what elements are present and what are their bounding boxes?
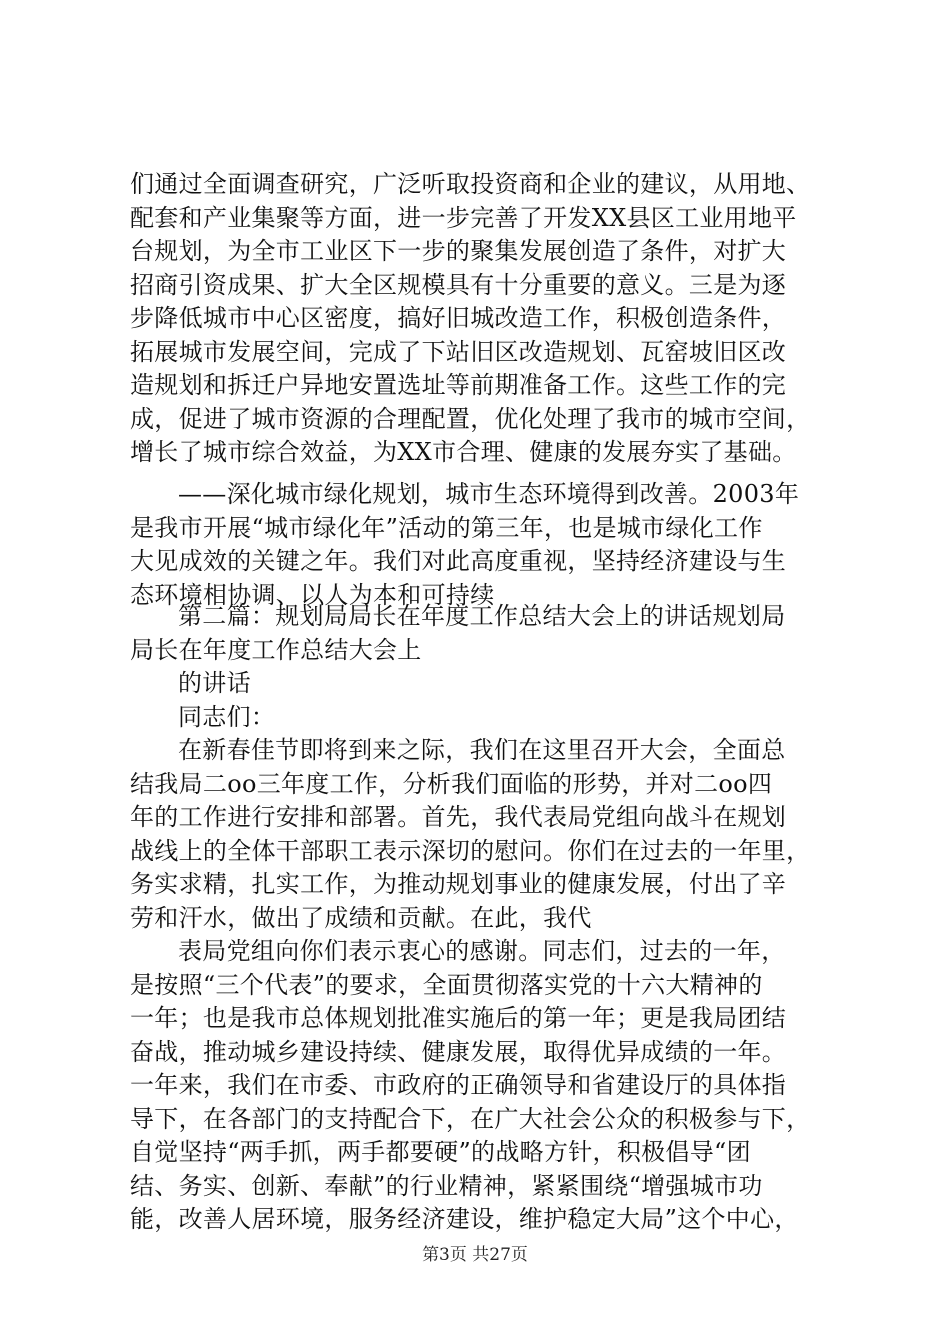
text-line: 导下，在各部门的支持配合下，在广大社会公众的积极参与下， bbox=[130, 1104, 811, 1133]
paragraph-greening bbox=[130, 478, 830, 612]
section-second-article bbox=[130, 600, 830, 1237]
text-line: 成，促进了城市资源的合理配置，优化处理了我市的城市空间， bbox=[130, 404, 811, 433]
text-line: 一年；也是我市总体规划批准实施后的第一年；更是我局团结 bbox=[130, 1004, 787, 1032]
section-heading-continued: 的讲话 bbox=[178, 669, 251, 697]
text-line: 配套和产业集聚等方面，进一步完善了开发XX县区工业用地平 bbox=[130, 203, 797, 232]
text-line: 招商引资成果、扩大全区规模具有十分重要的意义。三是为逐 bbox=[130, 270, 787, 299]
text-line: 造规划和拆迁户异地安置选址等前期准备工作。这些工作的完 bbox=[130, 371, 787, 399]
text-line: 大见成效的关键之年。我们对此高度重视，坚持经济建设与生 bbox=[130, 547, 787, 575]
text-line: 是按照“三个代表”的要求，全面贯彻落实党的十六大精神的 bbox=[130, 970, 763, 999]
text-line: 自觉坚持“两手抓，两手都要硬”的战略方针，积极倡导“团 bbox=[130, 1138, 751, 1166]
salutation: 同志们： bbox=[178, 702, 276, 731]
text-line: 态环境相协调、以人为本和可持续 bbox=[130, 580, 495, 609]
text-line: 务实求精，扎实工作，为推动规划事业的健康发展，付出了辛 bbox=[130, 870, 787, 898]
text-line: 是我市开展“城市绿化年”活动的第三年，也是城市绿化工作 bbox=[130, 513, 763, 542]
text-line: 们通过全面调查研究，广泛听取投资商和企业的建议，从用地、 bbox=[130, 170, 811, 198]
text-line: 台规划，为全市工业区下一步的聚集发展创造了条件，对扩大 bbox=[130, 237, 787, 265]
section-heading: 第二篇：规划局局长在年度工作总结大会上的讲话规划局 bbox=[178, 602, 786, 630]
text-line: 结、务实、创新、奉献”的行业精神，紧紧围绕“增强城市功 bbox=[130, 1171, 763, 1200]
text-line: 一年来，我们在市委、市政府的正确领导和省建设厅的具体指 bbox=[130, 1071, 787, 1099]
text-line: ——深化城市绿化规划，城市生态环境得到改善。2003年 bbox=[178, 480, 800, 508]
text-line: 结我局二oo三年度工作，分析我们面临的形势，并对二oo四 bbox=[130, 769, 773, 798]
text-line: 拓展城市发展空间，完成了下站旧区改造规划、瓦窑坡旧区改 bbox=[130, 337, 787, 366]
text-line: 表局党组向你们表示衷心的感谢。同志们，过去的一年， bbox=[178, 937, 786, 965]
text-line: 劳和汗水，做出了成绩和贡献。在此，我代 bbox=[130, 903, 592, 932]
text-line: 在新春佳节即将到来之际，我们在这里召开大会，全面总 bbox=[178, 736, 786, 764]
text-line: 战线上的全体干部职工表示深切的慰问。你们在过去的一年里， bbox=[130, 836, 811, 865]
section-heading-continued: 局长在年度工作总结大会上 bbox=[130, 635, 422, 664]
text-line: 步降低城市中心区密度，搞好旧城改造工作，积极创造条件， bbox=[130, 304, 787, 332]
page-number-footer: 第3页 共27页 bbox=[422, 1245, 528, 1265]
text-line: 年的工作进行安排和部署。首先，我代表局党组向战斗在规划 bbox=[130, 803, 787, 831]
text-line: 增长了城市综合效益，为XX市合理、健康的发展夯实了基础。 bbox=[130, 438, 797, 466]
paragraph-continuation bbox=[130, 168, 830, 470]
text-line: 能，改善人居环境，服务经济建设，维护稳定大局”这个中心， bbox=[130, 1205, 799, 1233]
text-line: 奋战，推动城乡建设持续、健康发展，取得优异成绩的一年。 bbox=[130, 1037, 787, 1066]
